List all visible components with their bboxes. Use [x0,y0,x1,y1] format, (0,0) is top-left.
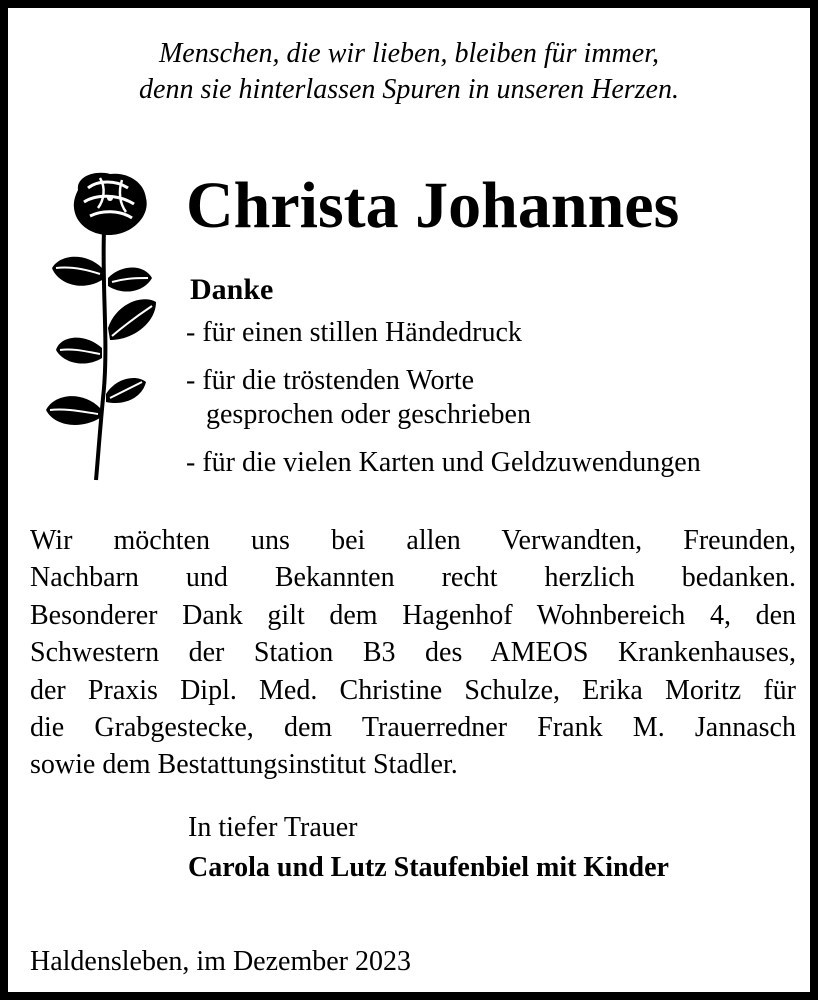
rose-icon [38,168,163,488]
thanks-list [186,316,701,494]
list-item-text: - für einen stillen Händedruck [186,317,522,348]
list-item-continuation: gesprochen oder geschrieben [206,399,531,430]
paragraph-line: Nachbarn und Bekannten recht herzlich bedanken. [30,562,796,594]
mourning-phrase: In tiefer Trauer [188,812,358,843]
paragraph-line: der Praxis Dipl. Med. Christine Schulze, Erika Moritz für [30,674,796,706]
place-date: Haldensleben, im Dezember 2023 [30,946,411,977]
list-item [186,316,701,350]
list-item-text: - für die vielen Karten und Geldzuwendungen [186,447,701,478]
paragraph-line: Wir möchten uns bei allen Verwandten, Freunden, [30,525,796,556]
motto [8,36,810,108]
paragraph-line: Besonderer Dank gilt dem Hagenhof Wohnbereich 4, den [30,599,796,631]
paragraph-line: sowie dem Bestattungsinstitut Stadler. [30,749,458,781]
signers: Carola und Lutz Staufenbiel mit Kinder [188,852,669,883]
list-item-text: - für die tröstenden Worte [186,365,475,396]
list-item [186,446,701,480]
motto-line-1: Menschen, die wir lieben, bleiben für immer, [158,38,659,69]
paragraph-line: die Grabgestecke, dem Trauerredner Frank M. Jannasch [30,712,796,744]
list-item [186,364,701,432]
thank-you-paragraph [30,522,796,784]
motto-line-2: denn sie hinterlassen Spuren in unseren Herzen. [139,74,679,105]
deceased-name: Christa Johannes [186,169,680,242]
paragraph-line: Schwestern der Station B3 des AMEOS Krankenhauses, [30,637,796,669]
danke-heading: Danke [190,273,274,306]
